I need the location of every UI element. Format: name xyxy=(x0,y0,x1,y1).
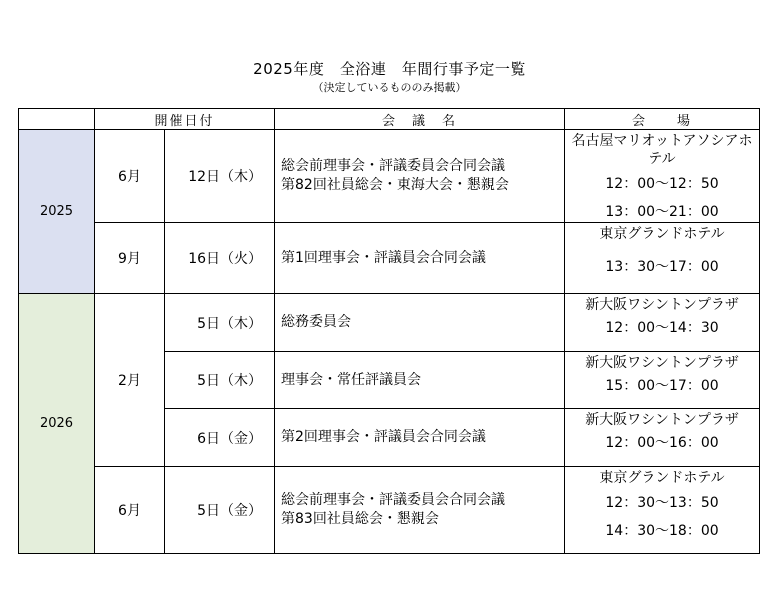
table-row xyxy=(19,130,760,223)
table-row xyxy=(19,294,760,352)
venue-name: 名古屋マリオットアソシアホテル xyxy=(571,133,753,167)
venue-cell xyxy=(565,352,760,409)
table-row xyxy=(19,223,760,294)
meeting-line: 総務委員会 xyxy=(281,314,352,330)
meeting-line: 第83回社員総会・懇親会 xyxy=(281,511,439,527)
day-cell: 16日（火） xyxy=(165,223,275,294)
month-cell: 2月 xyxy=(95,294,165,467)
meeting-line: 第2回理事会・評議員会合同会議 xyxy=(281,429,486,445)
page-subtitle: （決定しているもののみ掲載） xyxy=(312,81,467,94)
meeting-cell xyxy=(275,130,565,223)
venue-cell xyxy=(565,409,760,467)
time-range: 14：30〜18：00 xyxy=(605,523,719,539)
year-cell-2025: 2025 xyxy=(19,130,95,294)
meeting-line: 総会前理事会・評議委員会合同会議 xyxy=(281,492,506,508)
time-range: 12：00〜12：50 xyxy=(605,176,719,192)
meeting-cell xyxy=(275,352,565,409)
meeting-cell xyxy=(275,409,565,467)
time-range: 12：00〜16：00 xyxy=(605,435,719,451)
month-cell: 6月 xyxy=(95,467,165,554)
header-year-blank xyxy=(19,109,95,130)
venue-cell xyxy=(565,223,760,294)
day-cell: 12日（木） xyxy=(165,130,275,223)
year-cell-2026: 2026 xyxy=(19,294,95,554)
table-row xyxy=(19,467,760,554)
day-cell: 5日（木） xyxy=(165,294,275,352)
page-title: 2025年度 全浴連 年間行事予定一覧 xyxy=(253,60,526,78)
venue-cell xyxy=(565,130,760,223)
meeting-line: 総会前理事会・評議委員会合同会議 xyxy=(281,158,506,174)
month-cell: 6月 xyxy=(95,130,165,223)
meeting-cell xyxy=(275,223,565,294)
venue-name: 新大阪ワシントンプラザ xyxy=(585,297,739,313)
time-range: 13：30〜17：00 xyxy=(605,259,719,275)
day-cell: 6日（金） xyxy=(165,409,275,467)
venue-name: 東京グランドホテル xyxy=(599,226,725,242)
venue-name: 東京グランドホテル xyxy=(599,470,725,486)
meeting-line: 理事会・常任評議員会 xyxy=(281,371,422,388)
day-cell: 5日（木） xyxy=(165,352,275,409)
header-meeting: 会 議 名 xyxy=(275,109,565,130)
month-cell: 9月 xyxy=(95,223,165,294)
venue-name: 新大阪ワシントンプラザ xyxy=(585,412,739,428)
venue-name: 新大阪ワシントンプラザ xyxy=(585,355,739,371)
time-range: 13：00〜21：00 xyxy=(605,204,719,220)
meeting-line: 第82回社員総会・東海大会・懇親会 xyxy=(281,177,509,193)
header-venue: 会 場 xyxy=(565,109,760,130)
time-range: 12：00〜14：30 xyxy=(605,320,719,336)
header-date: 開催日付 xyxy=(95,109,275,130)
meeting-line: 第1回理事会・評議員会合同会議 xyxy=(281,249,486,266)
time-range: 12：30〜13：50 xyxy=(605,495,719,511)
venue-cell xyxy=(565,294,760,352)
header-row xyxy=(19,109,760,130)
time-range: 15：00〜17：00 xyxy=(605,378,719,394)
venue-cell xyxy=(565,467,760,554)
meeting-cell xyxy=(275,294,565,352)
day-cell: 5日（金） xyxy=(165,467,275,554)
meeting-cell xyxy=(275,467,565,554)
schedule-table xyxy=(18,108,760,554)
